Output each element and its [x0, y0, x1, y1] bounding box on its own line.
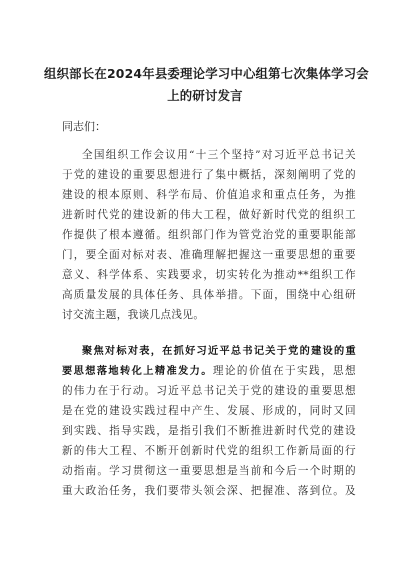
paragraph-2-line: 动指南。学习贯彻这一重要思想是当前和今后一个时期的: [62, 465, 356, 477]
paragraph-1-line: 作提供了根本遵循。组织部门作为管党治党的重要职能部: [62, 229, 356, 241]
paragraph-1-line: 讨交流主题，我谈几点浅见。: [62, 309, 205, 321]
paragraph-2-lead-text: 理论的价值在于实践，思想: [212, 365, 356, 377]
paragraph-1-line: 高质量发展的具体任务、具体举措。下面，围绕中心组研: [62, 289, 356, 301]
document-title-line-2: 上的研讨发言: [167, 88, 243, 103]
section-1-heading-line: [62, 361, 356, 381]
paragraph-2-line: 的伟力在于行动。习近平总书记关于党的建设的重要思想: [62, 385, 356, 397]
paragraph-2-line: 是在党的建设实践过程中产生、发展、形成的，同时又回: [62, 405, 356, 417]
document-title-line-1: 组织部长在2024年县委理论学习中心组第七次集体学习会: [44, 66, 369, 81]
paragraph-2-line: 到实践、指导实践，是指引我们不断推进新时代党的建设: [62, 425, 356, 437]
section-1-heading-text: 要思想落地转化上精准发力。: [62, 366, 213, 377]
section-1-heading-line: [82, 341, 356, 361]
paragraph-2-line: 新的伟大工程、不断开创新时代党的组织工作新局面的行: [62, 445, 356, 457]
salutation: 同志们：: [62, 120, 106, 133]
paragraph-1-line: 门，要全面对标对表、准确理解把握这一重要思想的重要: [62, 249, 356, 261]
paragraph-2-line: 重大政治任务，我们要带头领会深、把握准、落到位。及: [62, 485, 356, 497]
paragraph-1-line: 意义、科学体系、实践要求，切实转化为推动**组织工作: [62, 269, 356, 281]
paragraph-1-line: 全国组织工作会议用“十三个坚持”对习近平总书记关: [82, 149, 356, 161]
paragraph-1-line: 于党的建设的重要思想进行了集中概括，深刻阐明了党的: [62, 169, 356, 181]
paragraph-1-line: 建设的根本原则、科学布局、价值追求和重点任务，为推: [62, 189, 356, 201]
section-1-heading-text: 聚焦对标对表，在抓好习近平总书记关于党的建设的重: [82, 346, 356, 357]
paragraph-1-line: 进新时代党的建设新的伟大工程，做好新时代党的组织工: [62, 209, 356, 221]
